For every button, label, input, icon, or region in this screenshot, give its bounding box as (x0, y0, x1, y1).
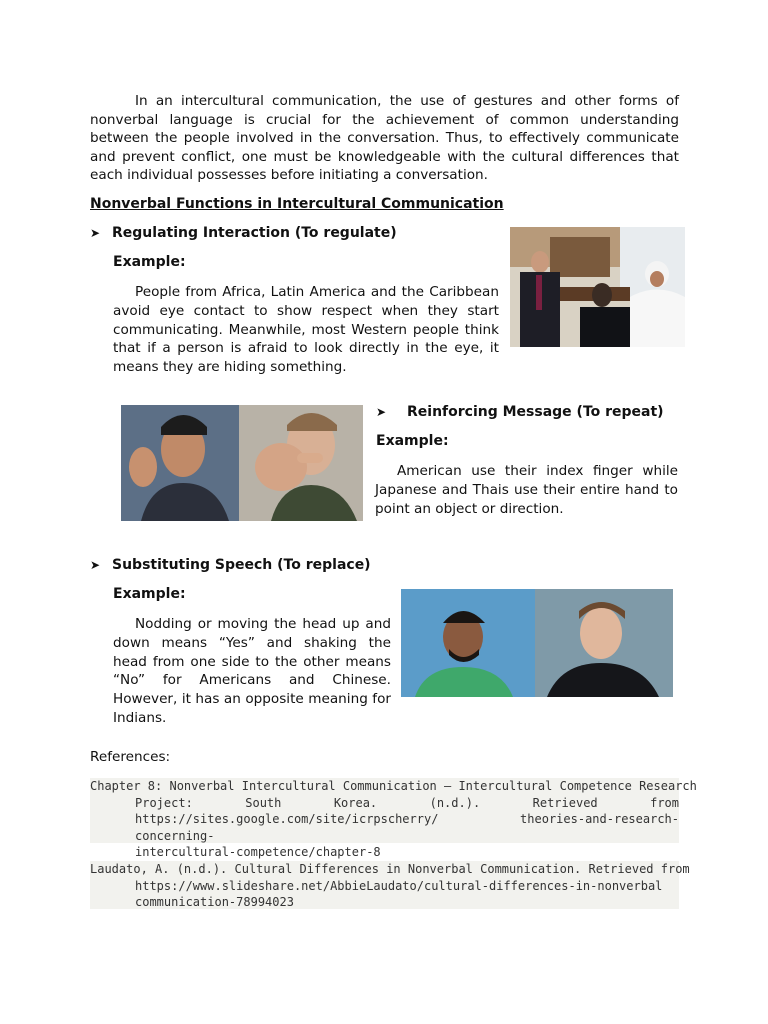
function-heading-substituting (90, 557, 371, 573)
example-label: Example: (376, 433, 449, 449)
function-heading-regulating (90, 225, 397, 241)
office-meeting-photo (510, 227, 685, 347)
reference-link[interactable]: intercultural-competence/chapter-8 (135, 845, 381, 860)
reference-link[interactable]: https://www.slideshare.net/AbbieLaudato/cultural-differences-in-nonverbal (135, 878, 663, 893)
example-label: Example: (113, 254, 186, 270)
pointing-gestures-photo (121, 405, 363, 521)
arrowhead-bullet-icon: ➤ (90, 226, 101, 240)
arrowhead-bullet-icon: ➤ (376, 405, 387, 419)
reference-link[interactable]: https://sites.google.com/site/icrpscherry/ theories-and-research-concerning- (135, 812, 679, 843)
function-heading-reinforcing (376, 404, 664, 420)
reference-link[interactable]: communication-78994023 (135, 895, 294, 910)
intro-paragraph: In an intercultural communication, the use of gestures and other forms of nonverbal language is crucial for the achievement of common understanding between the people involved in the conversation. Thus, to effectively communicate and prevent conflict, one must be knowledgeable with the cultural differences that each individual possesses before initiating a conversation. (90, 93, 679, 184)
example-text-substituting: Nodding or moving the head up and down means “Yes” and shaking the head from one side to the other means “No” for Americans and Chinese. However, it has an opposite meaning for Indians. (113, 616, 391, 726)
reference-text: Chapter 8: Nonverbal Intercultural Communication – Intercultural Competence Research (90, 779, 697, 793)
function-heading-text: Substituting Speech (To replace) (112, 557, 371, 573)
reference-text: Laudato, A. (n.d.). Cultural Differences in Nonverbal Communication. Retrieved from (90, 862, 690, 876)
example-label: Example: (113, 586, 186, 602)
arrowhead-bullet-icon: ➤ (90, 558, 101, 572)
section-title: Nonverbal Functions in Intercultural Communication (90, 196, 504, 212)
reference-text: Project: South Korea. (n.d.). Retrieved from (135, 795, 679, 810)
example-text-reinforcing: American use their index finger while Japanese and Thais use their entire hand to point an object or direction. (375, 463, 678, 517)
reference-item (90, 861, 690, 910)
head-gesture-photo (401, 589, 673, 697)
example-text-regulating: People from Africa, Latin America and the Caribbean avoid eye contact to show respect when they start communicating. Meanwhile, most Western people think that if a person is afraid to look directly in the eye, it means they are hiding something. (113, 284, 499, 376)
function-heading-text: Regulating Interaction (To regulate) (112, 225, 397, 241)
reference-item (90, 778, 697, 860)
function-heading-text: Reinforcing Message (To repeat) (407, 404, 664, 420)
references-label: References: (90, 749, 171, 765)
